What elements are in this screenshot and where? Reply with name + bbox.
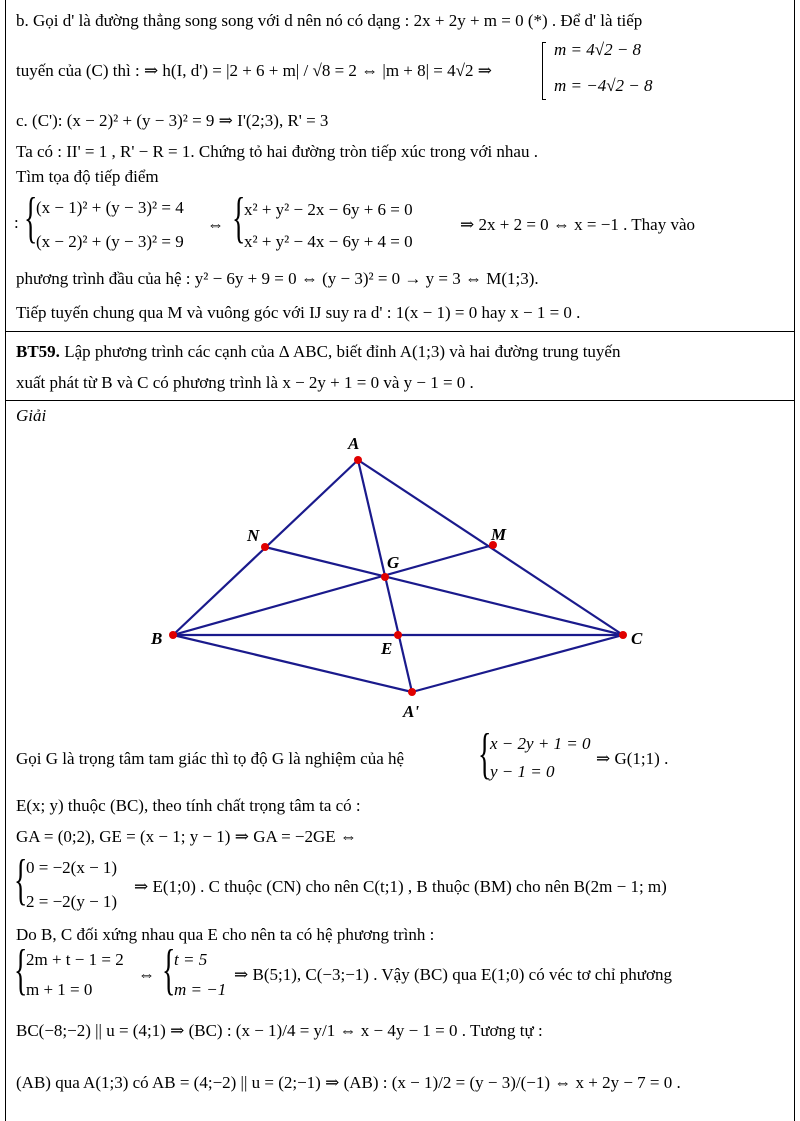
divider-2 — [5, 400, 795, 401]
median-C — [265, 547, 623, 635]
label-G: G — [387, 553, 400, 572]
bt59-text: Lập phương trình các cạnh của Δ ABC, biết đỉnh A(1;3) và hai đường trung tuyến — [59, 342, 621, 361]
point-C — [619, 631, 627, 639]
sys2-row1: x² + y² − 2x − 6y + 6 = 0 — [244, 200, 413, 219]
label-A: A — [348, 434, 360, 453]
divider-1 — [5, 331, 795, 332]
sol-s6-tail: ⇒ B(5;1), C(−3;−1) . Vậy (BC) qua E(1;0) có véc tơ chỉ phương — [234, 965, 672, 984]
sol-s6-equiv: ⇔ — [138, 965, 155, 984]
sol-s4-row2: 2 = −2(y − 1) — [26, 892, 118, 911]
sys-tail: ⇒ 2x + 2 = 0 ⇔ x = −1 . Thay vào — [460, 215, 696, 234]
point-N — [261, 543, 269, 551]
sol-s4-row1: 0 = −2(x − 1) — [26, 858, 118, 877]
part-b-line1: b. Gọi d' là đường thẳng song song với d nên nó có dạng : 2x + 2y + m = 0 (*) . Để d' là tiếp — [16, 11, 643, 30]
point-B — [169, 631, 177, 639]
seg-BA2 — [173, 635, 412, 692]
sol-s7: BC(−8;−2) || u = (4;1) ⇒ (BC) : (x − 1)/4 = y/1 ⇔ x − 4y − 1 = 0 . Tương tự : — [16, 1021, 543, 1040]
point-E — [394, 631, 402, 639]
sys1-row2: (x − 2)² + (y − 3)² = 9 — [36, 232, 184, 251]
sol-s4-tail: ⇒ E(1;0) . C thuộc (CN) cho nên C(t;1) , B thuộc (BM) cho nên B(2m − 1; m) — [134, 877, 667, 896]
case-2: m = −4√2 − 8 — [554, 76, 653, 95]
label-M: M — [491, 525, 507, 544]
part-c-line1: c. (C'): (x − 2)² + (y − 3)² = 9 ⇒ I'(2;3), R' = 3 — [16, 111, 329, 130]
sol-s1-tail: ⇒ G(1;1) . — [596, 749, 669, 768]
part-c-line5: phương trình đầu của hệ : y² − 6y + 9 = 0 ⇔ (y − 3)² = 0 → y = 3 ⇔ M(1;3). — [16, 269, 539, 288]
label-E: E — [381, 639, 393, 658]
label-B: B — [151, 629, 163, 648]
point-G — [381, 573, 389, 581]
sol-s6-row1: 2m + t − 1 = 2 — [26, 950, 124, 969]
seg-CA2 — [412, 635, 623, 692]
bt59-line1 — [16, 341, 620, 363]
case-1: m = 4√2 − 8 — [554, 40, 642, 59]
sol-s5: Do B, C đối xứng nhau qua E cho nên ta có hệ phương trình : — [16, 925, 435, 944]
sol-s6-row2: m + 1 = 0 — [26, 980, 93, 999]
sol-s1-text: Gọi G là trọng tâm tam giác thì tọ độ G là nghiệm của hệ — [16, 749, 405, 768]
part-b-line2: tuyến của (C) thì : ⇒ h(I, d') = |2 + 6 + m| / √8 = 2 ⇔ |m + 8| = 4√2 ⇒ — [16, 61, 492, 80]
sol-s1-row1: x − 2y + 1 = 0 — [490, 734, 591, 753]
point-A2 — [408, 688, 416, 696]
point-A — [354, 456, 362, 464]
sol-s8: (AB) qua A(1;3) có AB = (4;−2) || u = (2;−1) ⇒ (AB) : (x − 1)/2 = (y − 3)/(−1) ⇔ x + 2y − 7 = 0 . — [16, 1073, 681, 1092]
sys1-row1: (x − 1)² + (y − 3)² = 4 — [36, 198, 184, 217]
bt59-line2: xuất phát từ B và C có phương trình là x − 2y + 1 = 0 và y − 1 = 0 . — [16, 373, 474, 392]
part-c-line3: Tìm tọa độ tiếp điểm — [16, 167, 159, 186]
sol-s3: GA = (0;2), GE = (x − 1; y − 1) ⇒ GA = −2GE ⇔ — [16, 827, 357, 846]
brace-1: { — [24, 187, 38, 249]
sol-s1-row2: y − 1 = 0 — [490, 762, 555, 781]
part-c-line2: Ta có : II' = 1 , R' − R = 1. Chứng tỏ hai đường tròn tiếp xúc trong với nhau . — [16, 142, 538, 161]
bt59-label: BT59. — [16, 342, 60, 361]
sys2-row2: x² + y² − 4x − 6y + 4 = 0 — [244, 232, 413, 251]
label-A2: A' — [403, 702, 420, 721]
label-N: N — [247, 526, 260, 545]
part-c-line6: Tiếp tuyến chung qua M và vuông góc với IJ suy ra d' : 1(x − 1) = 0 hay x − 1 = 0 . — [16, 303, 581, 322]
solution-heading: Giải — [16, 406, 47, 425]
label-C: C — [631, 629, 643, 648]
sol-s2: E(x; y) thuộc (BC), theo tính chất trọng tâm ta có : — [16, 796, 361, 815]
equiv-sign: ⇔ — [207, 215, 224, 234]
sol-s6-row4: m = −1 — [174, 980, 227, 999]
triangle-figure — [0, 425, 800, 725]
brace-2: { — [232, 187, 246, 249]
sol-s6-row3: t = 5 — [174, 950, 208, 969]
colon-mark: : — [14, 213, 19, 232]
